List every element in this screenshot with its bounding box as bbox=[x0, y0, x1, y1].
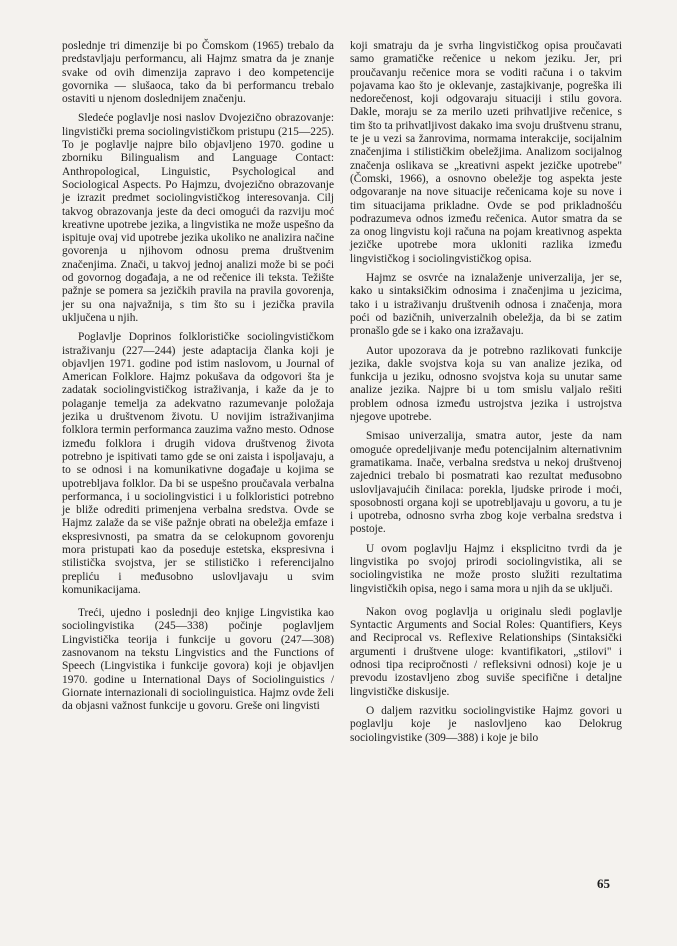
paragraph: Autor upozorava da je potrebno razlikovati funkcije jezika, dakle svojstva koja su van analize jezika, od funkcija u jeziku, odnosno svojstva koja su unutar same analize jezika. Najpre bi u tom smislu valjalo rešiti problem odnosa između ustrojstva jezika i ustrojstva njegove upotrebe. bbox=[350, 344, 622, 424]
paragraph: U ovom poglavlju Hajmz i eksplicitno tvrdi da je lingvistika po svojoj prirodi sociolingvistika, ali se sociolingvistika ne može prosto služiti rezultatima lingvističkih opisa, nego i sama mora u njih da se uključi. bbox=[350, 542, 622, 595]
paragraph: Nakon ovog poglavlja u originalu sledi poglavlje Syntactic Arguments and Social Roles: Quantifiers, Keys and Reciprocal vs. Reflexive Relationships (Sintaksički argumenti i društvene uloge: kvantifikatori, „stilovi" i odnosi tipa recipročnosti / refleksivni odnosi) koje je u prevodu izostavljeno zbog suviše specifične i detaljne lingvističke diskusije. bbox=[350, 605, 622, 698]
paragraph: Treći, ujedno i poslednji deo knjige Lingvistika kao sociolingvistika (245—338) počinje poglavljem Lingvistička teorija i funkcije u govoru (247—308) zasnovanom na tekstu Lingvistics and the Functions of Speech (Lingvistika i funkcije govora) koji je objavljen 1970. godine u International Days of Sociolinguistics / Giornate internazionali di sociolinguistica. Hajmz ovde želi da objasni važnost funkcije u govoru. Greše oni lingvisti bbox=[62, 607, 334, 713]
paragraph: Poglavlje Doprinos folklorističke sociolingvističkom istraživanju (227—244) jeste adaptacija članka koji je objavljen 1971. godine pod istim naslovom, u Journal of American Folklore. Hajmz pokušava da odgovori šta je zadatak sociolingvističkog istraživanja, i kaže da je to polaganje temelja za adekvatno razumevanje položaja jezika u društvenom životu. U novijim istraživanjima folklora termin performanca zauzima važno mesto. Odnose između folklora i drugih vidova društvenog života potrebno je ispitivati tamo gde se oni zaista i ispoljavaju, a to se odnosi i na komunikativne događaje u kojima se upotrebljava folklor. Da bi se uspešno proučavala verbalna performanca, i u sociolingvistici i u folkloristici potrebno je bliže odrediti primenjena verbalna sredstva. Ovde se Hajmz zalaže da se više pažnje obrati na obeležja emfaze i ekspresivnosti, pa smatra da se celokupnom govorenju mora pristupati kao da poseduje estetska, ekspresivna i stilistička svojstva, jer se stilističko i referencijalno prepliću i međusobno uslovljavaju u svim komunikacijama. bbox=[62, 331, 334, 596]
paragraph: O daljem razvitku sociolingvistike Hajmz govori u poglavlju koje je naslovljeno kao Delokrug sociolingvistike (309—388) i koje je bilo bbox=[350, 704, 622, 744]
paragraph: koji smatraju da je svrha lingvističkog opisa proučavati samo gramatičke rečenice u nekom jeziku. Jer, pri proučavanju rečenice mora se voditi računa i o takvim pojavama kao što je oklevanje, zastajkivanje, pogreška ili nedorečenost, koji odgovaraju situaciji i stilu govora. Dakle, moraju se za merilo uzeti prihvatljive rečenice, s tim što ta prihvatljivost dakako ima svoju društvenu stranu, te je u vezi sa žanrovima, normama interakcije, socijalnim značenjima i stilističkim obeležjima. Analizom socijalnog značenja oslikava se „kreativni aspekt jezičke upotrebe" (Čomski, 1966), a osnovno obeležje tog aspekta jeste odgovaranje na nove situacije rečenicama koje su nove i tim situacijama prikladne. Ovde se pod prikladnošću podrazumeva odnos između rečenica. Autor smatra da se za onog lingvistu koji računa na pojam kreativnog aspekta jezičke upotrebe mora ukloniti razlika između lingvističkog i sociolingvističkog opisa. bbox=[350, 40, 622, 265]
paragraph: Hajmz se osvrće na iznalaženje univerzalija, jer se, kako u sintaksičkim odnosima i značenjima u jezicima, tako i u istraživanju društvenih odnosa i značenja, mora poći od bazičnih, univerzalnih obeležja, da bi se zatim pronašlo gde se i kako ona izražavaju. bbox=[350, 272, 622, 338]
page-number: 65 bbox=[597, 876, 610, 891]
right-column bbox=[350, 40, 622, 751]
paragraph: Sledeće poglavlje nosi naslov Dvojezično obrazovanje: lingvistički prema sociolingvističkom pristupu (215—225). To je poglavlje najpre bilo objavljeno 1970. godine u zborniku Bilingualism and Language Contact: Anthropological, Linguistic, Psychological and Sociological Aspects. Po Hajmzu, dvojezično obrazovanje je izrazit predmet sociolingvističkog interesovanja. Cilj takvog obrazovanja jeste da deci omogući da razviju moć kreativne upotrebe jezika, a lingvistika ne može uspešno da ispituje ovaj vid upotrebe jezika ukoliko ne analizira načine govorenja u njihovom odnosu prema društvenim značenjima. Znači, u takvoj jednoj analizi može bi se poći od govornog događaja, a ne od rečenice ili teksta. Težište pažnje se pomera sa jezičkih pravila na pravila govorenja, jer su ona najvažnija, s tim što su i jezička pravila uključena u njih. bbox=[62, 112, 335, 324]
paragraph: poslednje tri dimenzije bi po Čomskom (1965) trebalo da predstavljaju performancu, ali Hajmz smatra da je znanje svake od ovih dimenzija zapravo i deo kompetencije govornika — slušaoca, tako da bi performancu trebalo ostaviti u njenom doslednijem značenju. bbox=[62, 40, 334, 106]
paragraph: Smisao univerzalija, smatra autor, jeste da nam omoguće opredeljivanje među potencijalnim alternativnim gramatikama. Inače, verbalna sredstva u nekoj društvenoj zajednici trebalo bi posmatrati kao rezultat međusobno uslovljavajućih činilaca: porekla, ljudske prirode i moći, sposobnosti organa koji se upotrebljavaju u govoru, a tu je i upotreba, odnosno svrha zbog koje verbalna sredstva i postoje. bbox=[350, 430, 622, 536]
left-column bbox=[62, 40, 334, 720]
